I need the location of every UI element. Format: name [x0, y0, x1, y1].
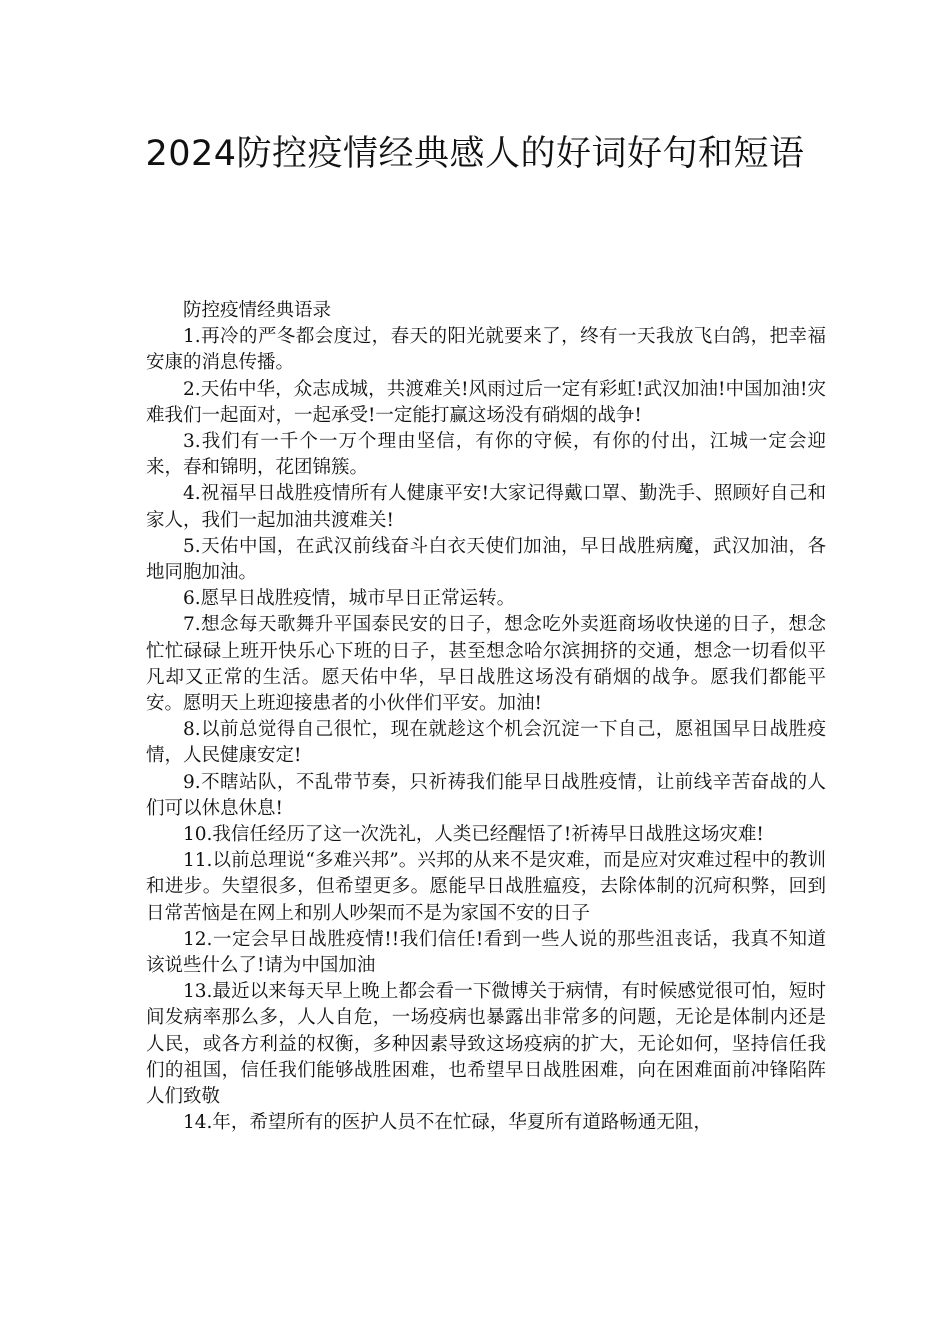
quote-paragraph-10: 10.我信任经历了这一次洗礼，人类已经醒悟了!祈祷早日战胜这场灾难! — [183, 824, 764, 846]
quote-paragraph-13: 13.最近以来每天早上晚上都会看一下微博关于病情，有时候感觉很可怕，短时间发病率那么多，人人自危，一场疫病也暴露出非常多的问题，无论是体制内还是人民，或各方利益的权衡，多种因素导致这场疫病的扩大，无论如何，坚持信任我们的祖国，信任我们能够战胜困难，也希望早日战胜困难，向在困难面前冲锋陷阵人们致敬 — [146, 981, 826, 1108]
quote-paragraph-3: 3.我们有一千个一万个理由坚信，有你的守候，有你的付出，江城一定会迎来，春和锦明，花团锦簇。 — [146, 431, 826, 479]
document-title: 2024防控疫情经典感人的好词好句和短语 — [145, 134, 805, 174]
quote-paragraph-9: 9.不瞎站队，不乱带节奏，只祈祷我们能早日战胜疫情，让前线辛苦奋战的人们可以休息休息! — [146, 771, 826, 819]
quote-paragraph-5: 5.天佑中国，在武汉前线奋斗白衣天使们加油，早日战胜病魔，武汉加油，各地同胞加油。 — [146, 535, 826, 584]
quote-paragraph-12: 12.一定会早日战胜疫情!!我们信任!看到一些人说的那些沮丧话，我真不知道该说些什么了!请为中国加油 — [146, 928, 826, 977]
quote-paragraph-11: 11.以前总理说“多难兴邦”。兴邦的从来不是灾难，而是应对灾难过程中的教训和进步。失望很多，但希望更多。愿能早日战胜瘟疫，去除体制的沉疴积弊，回到日常苦恼是在网上和别人吵架而不是为家国不安的日子 — [146, 850, 826, 924]
quote-paragraph-2: 2.天佑中华，众志成城，共渡难关!风雨过后一定有彩虹!武汉加油!中国加油!灾难我们一起面对，一起承受!一定能打赢这场没有硝烟的战争! — [146, 378, 826, 426]
quote-paragraph-1: 1.再冷的严冬都会度过，春天的阳光就要来了，终有一天我放飞白鸽，把幸福安康的消息传播。 — [146, 326, 826, 374]
quote-paragraph-8: 8.以前总觉得自己很忙，现在就趁这个机会沉淀一下自己，愿祖国早日战胜疫情，人民健康安定! — [146, 719, 826, 767]
quote-paragraph-7: 7.想念每天歌舞升平国泰民安的日子，想念吃外卖逛商场收快递的日子，想念忙忙碌碌上班开快乐心下班的日子，甚至想念哈尔滨拥挤的交通，想念一切看似平凡却又正常的生活。愿天佑中华，早日战胜这场没有硝烟的战争。愿我们都能平安。愿明天上班迎接患者的小伙伴们平安。加油! — [146, 614, 826, 715]
quote-paragraph-6: 6.愿早日战胜疫情，城市早日正常运转。 — [183, 588, 516, 610]
quote-paragraph-14: 14.年，希望所有的医护人员不在忙碌，华夏所有道路畅通无阻， — [183, 1112, 712, 1134]
document-body — [146, 298, 826, 1137]
section-heading: 防控疫情经典语录 — [183, 300, 332, 321]
quote-paragraph-4: 4.祝福早日战胜疫情所有人健康平安!大家记得戴口罩、勤洗手、照顾好自己和家人，我们一起加油共渡难关! — [146, 483, 826, 531]
